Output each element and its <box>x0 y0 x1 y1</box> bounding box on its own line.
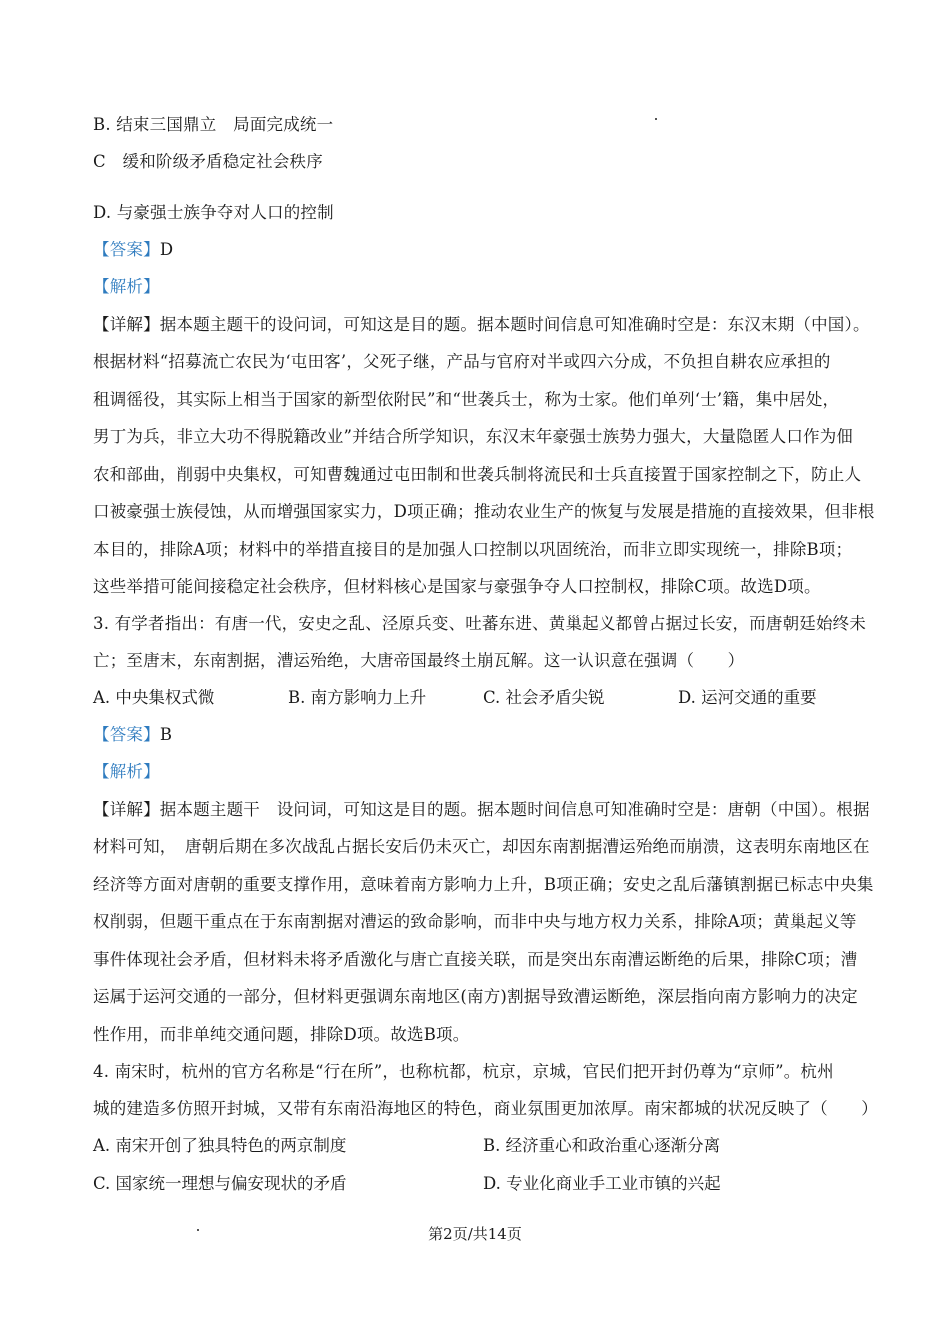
q2-detail-line: 【详解】据本题主题干的设问词，可知这是目的题。据本题时间信息可知准确时空是：东汉末期（中国）。 <box>93 315 870 334</box>
q3-stem-line: 3. 有学者指出：有唐一代，安史之乱、泾原兵变、吐蕃东进、黄巢起义都曾占据过长安，而唐朝廷始终未 <box>93 614 867 633</box>
q2-detail-line: 男丁为兵，非立大功不得脱籍改业”并结合所学知识，东汉末年豪强士族势力强大，大量隐匿人口作为佃 <box>93 427 854 446</box>
q3-analysis-tag: 【解析】 <box>93 762 160 781</box>
q3-detail-line: 性作用，而非单纯交通问题，排除D项。故选B项。 <box>93 1025 470 1044</box>
q2-detail-line: 根据材料“招募流亡农民为‘屯田客’，父死子继，产品与官府对半或四六分成，不负担自耕农应承担的 <box>93 352 831 371</box>
q2-analysis-tag: 【解析】 <box>93 277 160 296</box>
answer-tag: 【答案】 <box>93 240 160 259</box>
q3-detail-line: 运属于运河交通的一部分，但材料更强调东南地区(南方)割据导致漕运断绝，深层指向南方影响力的决定 <box>93 987 858 1006</box>
answer-value: B <box>159 725 173 744</box>
q4-option-b: B. 经济重心和政治重心逐渐分离 <box>483 1136 721 1155</box>
answer-value: D <box>159 240 174 259</box>
q3-detail-line: 材料可知， 唐朝后期在多次战乱占据长安后仍未灭亡，却因东南割据漕运殆绝而崩溃，这表明东南地区在 <box>93 837 870 856</box>
q2-option-d: D. 与豪强士族争夺对人口的控制 <box>93 203 334 222</box>
q3-answer <box>93 725 873 745</box>
q2-detail-line: 农和部曲，削弱中央集权，可知曹魏通过屯田制和世袭兵制将流民和士兵直接置于国家控制之下，防止人 <box>93 465 862 484</box>
q3-detail-line: 经济等方面对唐朝的重要支撑作用，意味着南方影响力上升，B项正确；安史之乱后藩镇割据已标志中央集 <box>93 875 874 894</box>
q4-stem-line: 4. 南宋时，杭州的官方名称是“行在所”，也称杭都，杭京，京城，官民们把开封仍尊为“京师”。杭州 <box>93 1062 834 1081</box>
q2-detail-line: 口被豪强士族侵蚀，从而增强国家实力，D项正确；推动农业生产的恢复与发展是措施的直接效果，但非根 <box>93 502 875 521</box>
q4-option-d: D. 专业化商业手工业市镇的兴起 <box>483 1174 721 1193</box>
q2-detail-line: 本目的，排除A项；材料中的举措直接目的是加强人口控制以巩固统治，而非立即实现统一，排除B项； <box>93 540 853 559</box>
q2-detail-line: 这些举措可能间接稳定社会秩序，但材料核心是国家与豪强争夺人口控制权，排除C项。故选D项。 <box>93 577 821 596</box>
page-number: 第2页/共14页 <box>428 1225 522 1243</box>
q3-detail-line: 【详解】据本题主题干 设问词，可知这是目的题。据本题时间信息可知准确时空是：唐朝（中国）。根据 <box>93 800 870 819</box>
q4-option-c: C. 国家统一理想与偏安现状的矛盾 <box>93 1174 347 1193</box>
answer-tag: 【答案】 <box>93 725 160 744</box>
q4-option-a: A. 南宋开创了独具特色的两京制度 <box>93 1136 347 1155</box>
q3-detail-line: 事件体现社会矛盾，但材料未将矛盾激化与唐亡直接关联，而是突出东南漕运断绝的后果，排除C项；漕 <box>93 950 858 969</box>
q3-detail-line: 权削弱，但题干重点在于东南割据对漕运的致命影响，而非中央与地方权力关系，排除A项；黄巢起义等 <box>93 912 857 931</box>
q2-detail-line: 租调徭役，其实际上相当于国家的新型依附民”和“世袭兵士，称为士家。他们单列‘士’籍，集中居处， <box>93 390 840 409</box>
q4-stem-line: 城的建造多仿照开封城，又带有东南沿海地区的特色，商业氛围更加浓厚。南宋都城的状况反映了（ ） <box>93 1099 878 1118</box>
q2-option-b: B. 结束三国鼎立 局面完成统一 <box>93 115 334 134</box>
q3-option-d: D. 运河交通的重要 <box>678 688 817 707</box>
q3-option-b: B. 南方影响力上升 <box>288 688 427 707</box>
q2-answer <box>93 240 873 260</box>
q3-stem-line: 亡；至唐末，东南割据，漕运殆绝，大唐帝国最终土崩瓦解。这一认识意在强调（ ） <box>93 651 745 670</box>
q3-option-c: C. 社会矛盾尖锐 <box>483 688 605 707</box>
q3-option-a: A. 中央集权式微 <box>93 688 215 707</box>
q2-option-c: C 缓和阶级矛盾稳定社会秩序 <box>93 152 323 171</box>
